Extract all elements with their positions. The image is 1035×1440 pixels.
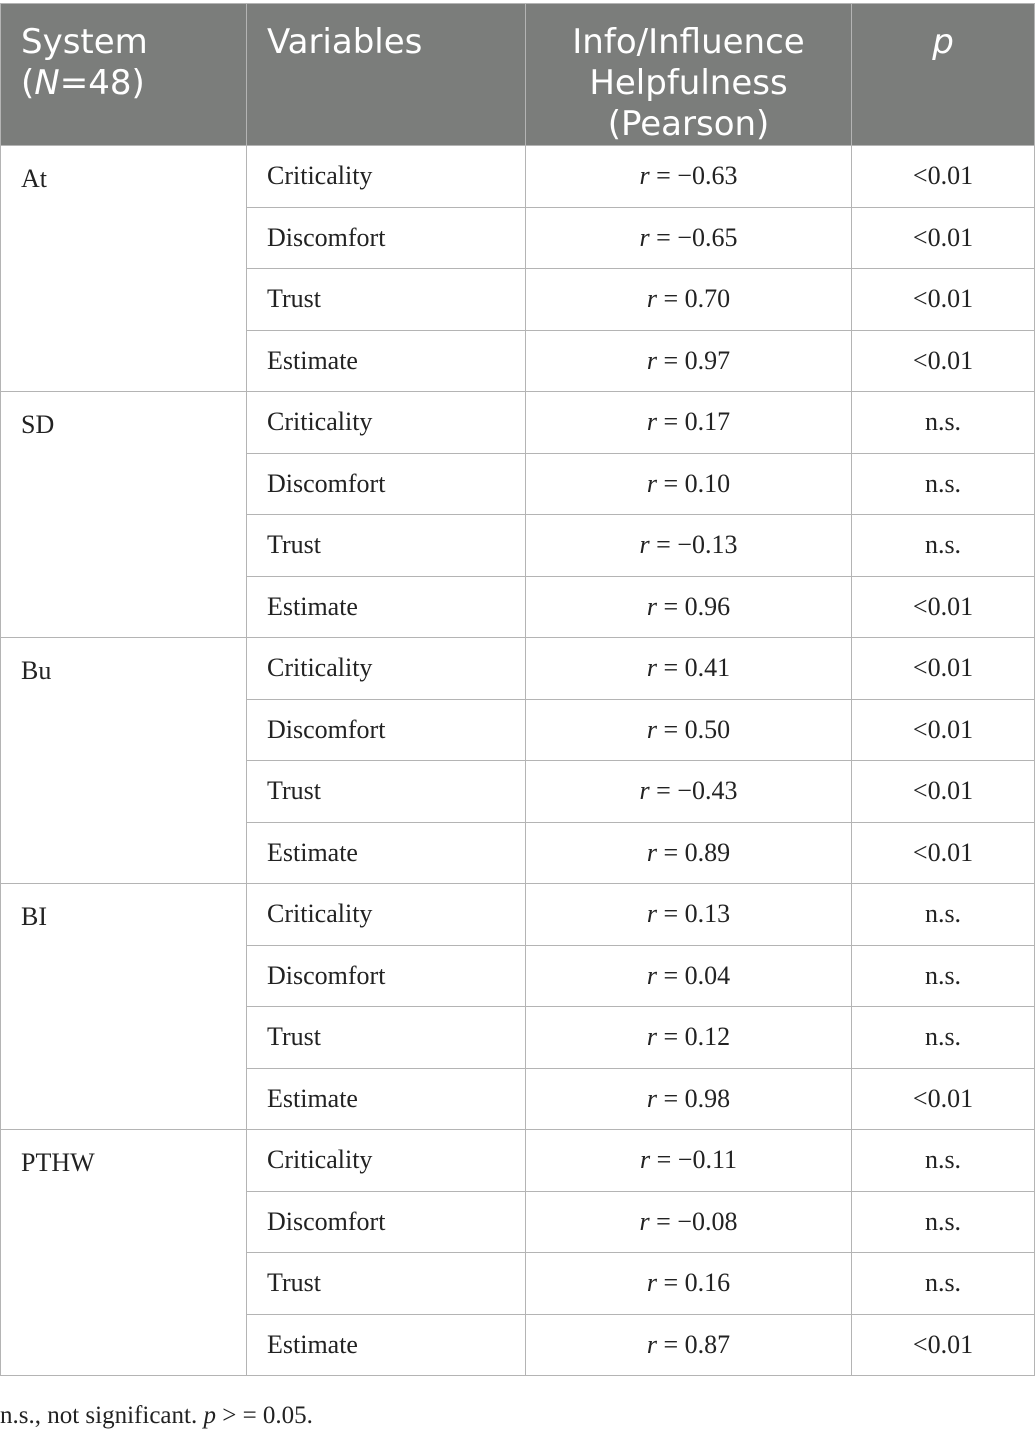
header-system: System (N=48) (1, 4, 247, 146)
system-cell: PTHW (1, 1130, 247, 1376)
r-value: = 0.04 (663, 960, 731, 990)
p-value-cell: <0.01 (852, 207, 1035, 269)
pearson-r-cell (526, 207, 852, 269)
table-row (1, 638, 1035, 700)
header-variables: Variables (247, 4, 526, 146)
variable-cell: Discomfort (247, 453, 526, 515)
system-cell: BI (1, 884, 247, 1130)
variable-cell: Trust (247, 515, 526, 577)
variable-cell: Estimate (247, 330, 526, 392)
r-value: = 0.98 (663, 1083, 731, 1113)
p-value-cell: <0.01 (852, 699, 1035, 761)
pearson-r-cell (526, 392, 852, 454)
r-symbol: r (646, 1329, 657, 1359)
pearson-r-cell (526, 1253, 852, 1315)
p-value-cell: n.s. (852, 1007, 1035, 1069)
r-value: = −0.08 (656, 1206, 738, 1236)
table-row (1, 884, 1035, 946)
pearson-r-cell (526, 1130, 852, 1192)
p-value-cell: n.s. (852, 1253, 1035, 1315)
r-symbol: r (646, 1083, 657, 1113)
pearson-r-cell (526, 699, 852, 761)
r-value: = 0.96 (663, 591, 731, 621)
p-value-cell: <0.01 (852, 822, 1035, 884)
pearson-r-cell (526, 638, 852, 700)
system-cell: Bu (1, 638, 247, 884)
variable-cell: Estimate (247, 1314, 526, 1376)
pearson-r-cell (526, 945, 852, 1007)
r-value: = 0.17 (663, 407, 731, 437)
table-row (1, 146, 1035, 208)
r-symbol: r (646, 468, 657, 498)
variable-cell: Discomfort (247, 207, 526, 269)
pearson-r-cell (526, 761, 852, 823)
r-symbol: r (646, 591, 657, 621)
variable-cell: Discomfort (247, 1191, 526, 1253)
r-symbol: r (639, 222, 650, 252)
variable-cell: Criticality (247, 884, 526, 946)
r-symbol: r (646, 714, 657, 744)
r-value: = 0.70 (663, 284, 731, 314)
variable-cell: Criticality (247, 1130, 526, 1192)
variable-cell: Discomfort (247, 945, 526, 1007)
variable-cell: Trust (247, 269, 526, 331)
header-info-influence: Info/Influence Helpfulness (Pearson) (526, 4, 852, 146)
variable-cell: Estimate (247, 576, 526, 638)
r-value: = −0.65 (656, 222, 738, 252)
r-symbol: r (639, 1206, 650, 1236)
table-body (1, 146, 1035, 1376)
pearson-r-cell (526, 453, 852, 515)
p-value-cell: <0.01 (852, 146, 1035, 208)
pearson-r-cell (526, 269, 852, 331)
r-symbol: r (646, 407, 657, 437)
variable-cell: Trust (247, 1007, 526, 1069)
r-symbol: r (646, 837, 657, 867)
r-symbol: r (646, 960, 657, 990)
variable-cell: Criticality (247, 392, 526, 454)
pearson-r-cell (526, 822, 852, 884)
pearson-r-cell (526, 884, 852, 946)
p-value-cell: <0.01 (852, 1068, 1035, 1130)
p-value-cell: <0.01 (852, 638, 1035, 700)
r-symbol: r (640, 1145, 651, 1175)
pearson-r-cell (526, 515, 852, 577)
table-row (1, 392, 1035, 454)
r-value: = 0.12 (663, 1022, 731, 1052)
system-cell: SD (1, 392, 247, 638)
variable-cell: Trust (247, 761, 526, 823)
p-value-cell: n.s. (852, 515, 1035, 577)
pearson-r-cell (526, 1068, 852, 1130)
variable-cell: Estimate (247, 1068, 526, 1130)
pearson-r-cell (526, 576, 852, 638)
r-value: = 0.13 (663, 899, 731, 929)
p-value-cell: <0.01 (852, 269, 1035, 331)
variable-cell: Discomfort (247, 699, 526, 761)
r-value: = 0.97 (663, 345, 731, 375)
table-row (1, 1130, 1035, 1192)
pearson-r-cell (526, 146, 852, 208)
r-symbol: r (639, 776, 650, 806)
p-value-cell: <0.01 (852, 1314, 1035, 1376)
r-symbol: r (646, 1022, 657, 1052)
p-value-cell: <0.01 (852, 576, 1035, 638)
r-symbol: r (646, 284, 657, 314)
variable-cell: Estimate (247, 822, 526, 884)
p-value-cell: n.s. (852, 392, 1035, 454)
r-value: = 0.89 (663, 837, 731, 867)
p-value-cell: n.s. (852, 1130, 1035, 1192)
variable-cell: Trust (247, 1253, 526, 1315)
p-value-cell: <0.01 (852, 761, 1035, 823)
correlation-table (0, 3, 1035, 1376)
r-value: = −0.63 (656, 161, 738, 191)
variable-cell: Criticality (247, 146, 526, 208)
r-symbol: r (639, 161, 650, 191)
table-footnote: n.s., not significant. p > = 0.05. (0, 1402, 313, 1429)
r-symbol: r (646, 653, 657, 683)
r-value: = 0.87 (663, 1329, 731, 1359)
p-value-cell: n.s. (852, 884, 1035, 946)
system-cell: At (1, 146, 247, 392)
r-symbol: r (646, 1268, 657, 1298)
r-value: = 0.41 (663, 653, 731, 683)
p-value-cell: n.s. (852, 1191, 1035, 1253)
r-value: = 0.50 (663, 714, 731, 744)
p-value-cell: n.s. (852, 945, 1035, 1007)
r-symbol: r (646, 345, 657, 375)
p-value-cell: n.s. (852, 453, 1035, 515)
r-value: = −0.11 (656, 1145, 737, 1175)
r-value: = 0.16 (663, 1268, 731, 1298)
pearson-r-cell (526, 1314, 852, 1376)
header-p: p (852, 4, 1035, 146)
r-value: = −0.13 (656, 530, 738, 560)
p-value-cell: <0.01 (852, 330, 1035, 392)
variable-cell: Criticality (247, 638, 526, 700)
table-header (1, 4, 1035, 146)
pearson-r-cell (526, 1007, 852, 1069)
r-value: = 0.10 (663, 468, 731, 498)
pearson-r-cell (526, 1191, 852, 1253)
pearson-r-cell (526, 330, 852, 392)
r-symbol: r (639, 530, 650, 560)
r-value: = −0.43 (656, 776, 738, 806)
r-symbol: r (646, 899, 657, 929)
